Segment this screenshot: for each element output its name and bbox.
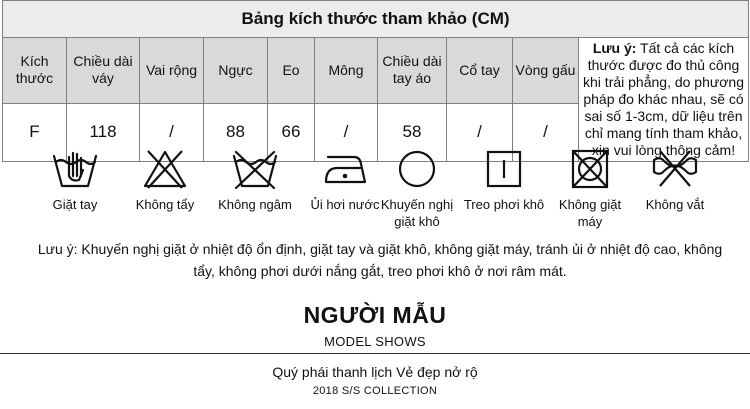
no-machine-wash-icon	[565, 146, 615, 190]
care-label: Khuyến nghị giặt khô	[380, 197, 454, 229]
care-item-hang-dry	[459, 146, 549, 213]
value-chest: 88	[204, 103, 268, 161]
care-label: Không giặt máy	[558, 197, 622, 229]
care-item-no-soak	[210, 146, 300, 213]
model-subtitle: MODEL SHOWS	[324, 334, 426, 349]
value-waist: 66	[268, 103, 315, 161]
care-instructions	[0, 146, 750, 236]
collection-label: 2018 S/S COLLECTION	[312, 385, 438, 397]
model-title: NGƯỜI MẪU	[303, 302, 447, 328]
no-bleach-icon	[140, 146, 190, 190]
divider	[0, 353, 750, 354]
care-item-no-machine-wash	[545, 146, 635, 230]
value-sleeve-length: 58	[378, 103, 447, 161]
value-size: F	[3, 103, 67, 161]
header-dress-length: Chiều dài váy	[67, 38, 140, 104]
care-label: Ủi hơi nước	[310, 197, 380, 212]
care-label: Không ngâm	[218, 197, 292, 212]
no-wring-icon	[650, 146, 700, 190]
care-note: Lưu ý: Khuyến nghị giặt ở nhiệt độ ổn định, giặt tay và giặt khô, không giặt máy, tránh ủi ở nhiệt độ cao, không tẩy, không phơi dưới nắng gắt, treo phơi khô ở nơi râm mát.	[37, 241, 723, 279]
care-item-hand-wash	[30, 146, 120, 213]
care-item-no-bleach	[120, 146, 210, 213]
steam-iron-icon	[320, 146, 370, 190]
dry-clean-icon	[392, 146, 442, 190]
header-size: Kích thước	[3, 38, 67, 104]
header-waist: Eo	[268, 38, 315, 104]
value-hem: /	[513, 103, 579, 161]
hang-dry-icon	[479, 146, 529, 190]
care-item-no-wring	[630, 146, 720, 213]
no-soak-icon	[230, 146, 280, 190]
value-hip: /	[315, 103, 378, 161]
size-table	[2, 0, 749, 162]
size-note	[579, 38, 749, 162]
value-dress-length: 118	[67, 103, 140, 161]
size-note-label: Lưu ý:	[592, 40, 637, 56]
size-note-text: Tất cả các kích thước được đo thủ công khi trải phẳng, do phương pháp đo khác nhau, sẽ có sai số 1-3cm, dữ liệu trên chỉ mang tính tham khảo, xin vui lòng thông cảm!	[583, 40, 745, 158]
header-hem: Vòng gấu	[513, 38, 579, 104]
care-item-dry-clean	[372, 146, 462, 230]
header-sleeve-length: Chiều dài tay áo	[378, 38, 447, 104]
header-shoulder: Vai rộng	[140, 38, 204, 104]
header-cuff: Cổ tay	[447, 38, 513, 104]
care-label: Không tẩy	[135, 197, 195, 212]
value-cuff: /	[447, 103, 513, 161]
size-table-title: Bảng kích thước tham khảo (CM)	[3, 1, 749, 38]
header-chest: Ngực	[204, 38, 268, 104]
header-hip: Mông	[315, 38, 378, 104]
care-label: Giặt tay	[52, 197, 98, 212]
care-label: Treo phơi khô	[463, 197, 545, 212]
care-label: Không vắt	[645, 197, 705, 212]
value-shoulder: /	[140, 103, 204, 161]
hand-wash-icon	[50, 146, 100, 190]
slogan: Quý phái thanh lịch Vẻ đẹp nở rộ	[272, 364, 478, 380]
